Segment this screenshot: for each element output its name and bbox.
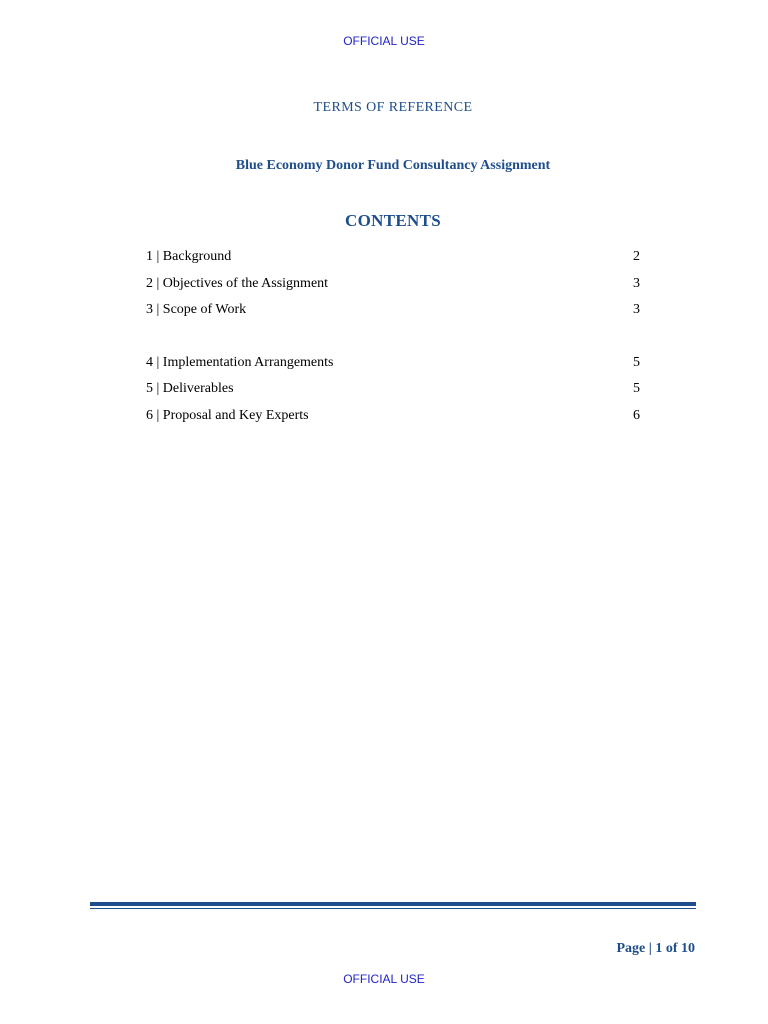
toc-entry-label: 2 | Objectives of the Assignment: [146, 275, 329, 291]
toc-entry-objectives[interactable]: [146, 275, 640, 302]
toc-entry-implementation-arrangements[interactable]: [146, 354, 640, 381]
table-of-contents: [146, 248, 640, 433]
toc-entry-label: 1 | Background: [146, 249, 232, 264]
contents-heading: CONTENTS: [345, 211, 441, 230]
toc-entry-label: 4 | Implementation Arrangements: [146, 354, 334, 370]
toc-entry-proposal-key-experts[interactable]: [146, 407, 640, 434]
toc-entry-label: 5 | Deliverables: [146, 381, 234, 396]
document-title: TERMS OF REFERENCE: [313, 100, 473, 115]
toc-entry-deliverables[interactable]: [146, 380, 640, 407]
footer-divider-thick-line: [90, 902, 696, 906]
document-subtitle: Blue Economy Donor Fund Consultancy Assignment: [235, 158, 551, 173]
footer-divider: [90, 902, 696, 909]
footer-official-use-marking: OFFICIAL USE: [343, 972, 425, 986]
toc-entry-page: 6: [633, 407, 640, 423]
toc-entry-label: 3 | Scope of Work: [146, 302, 247, 317]
toc-entry-background[interactable]: [146, 248, 640, 275]
toc-entry-label: 6 | Proposal and Key Experts: [146, 407, 309, 423]
header-official-use-marking: OFFICIAL USE: [343, 34, 425, 48]
toc-entry-scope-of-work[interactable]: [146, 301, 640, 328]
footer-divider-thin-line: [90, 908, 696, 909]
toc-entry-page: 2: [633, 249, 640, 264]
toc-entry-page: 3: [633, 302, 640, 317]
toc-entry-page: 5: [633, 354, 640, 370]
page-number: Page | 1 of 10: [616, 941, 695, 956]
toc-entry-page: 3: [633, 275, 640, 291]
toc-entry-page: 5: [633, 381, 640, 396]
